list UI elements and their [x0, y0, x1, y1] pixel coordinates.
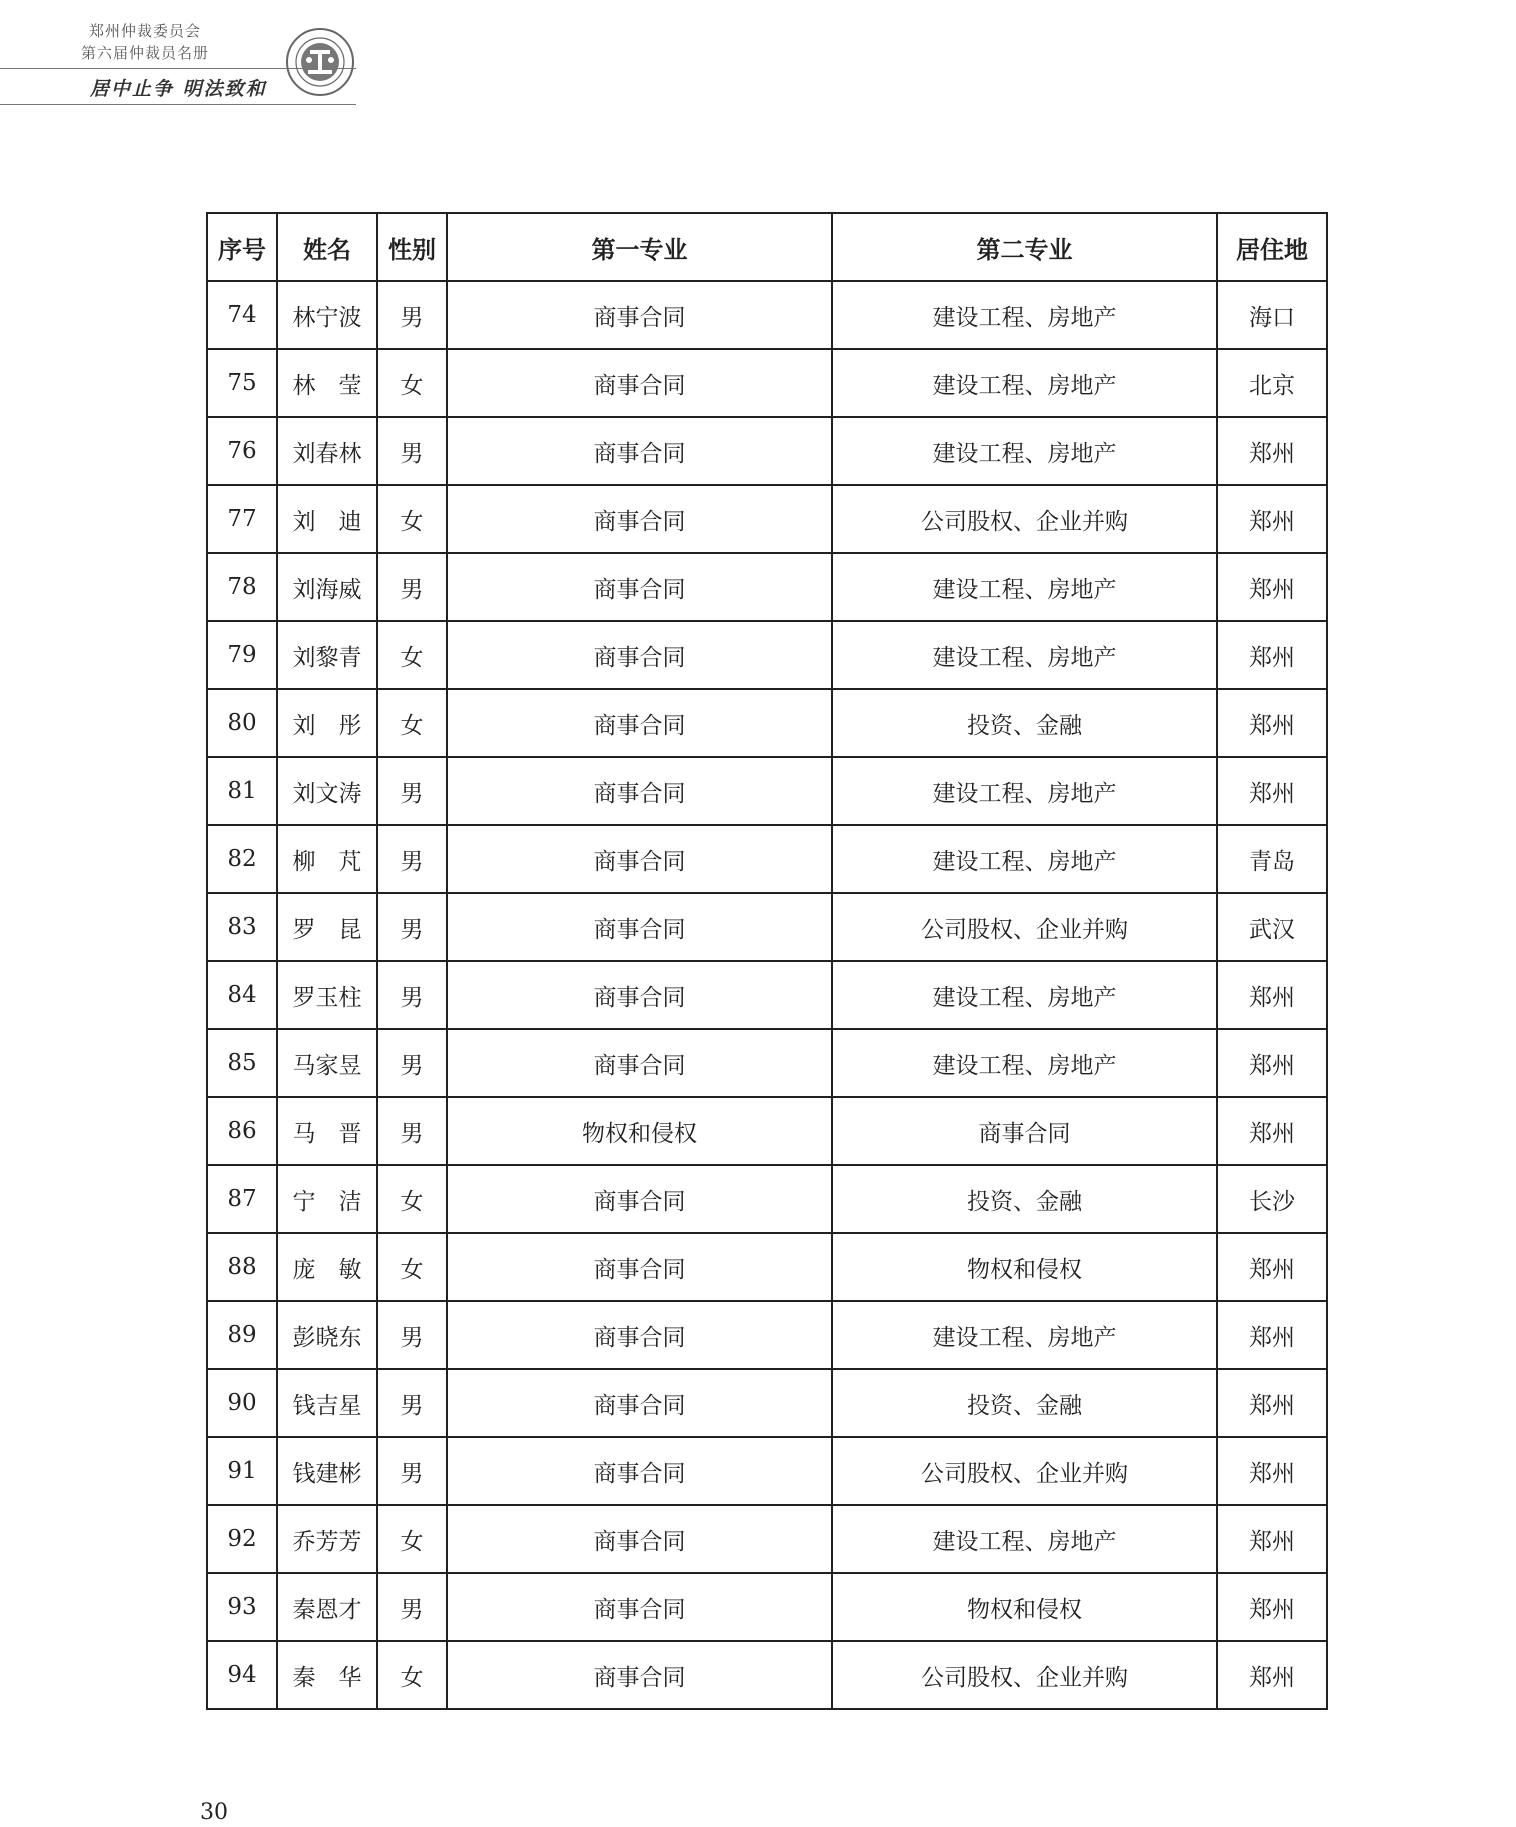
cell-major1: 商事合同: [447, 281, 832, 349]
cell-city: 郑州: [1217, 621, 1327, 689]
cell-major2: 商事合同: [832, 1097, 1217, 1165]
cell-major1: 商事合同: [447, 1641, 832, 1709]
cell-city: 长沙: [1217, 1165, 1327, 1233]
cell-sex: 女: [377, 1165, 447, 1233]
cell-major1: 商事合同: [447, 1505, 832, 1573]
cell-no: 92: [207, 1505, 277, 1573]
cell-major1: 物权和侵权: [447, 1097, 832, 1165]
motto: 居中止争 明法致和: [90, 78, 267, 100]
cell-no: 80: [207, 689, 277, 757]
booklet-title: 第六届仲裁员名册: [80, 44, 209, 62]
table-row: [207, 1029, 1327, 1097]
cell-major1: 商事合同: [447, 689, 832, 757]
table-row: [207, 689, 1327, 757]
cell-name: 刘春林: [277, 417, 377, 485]
cell-major2: 物权和侵权: [832, 1233, 1217, 1301]
cell-sex: 女: [377, 1505, 447, 1573]
cell-name: 罗玉柱: [277, 961, 377, 1029]
cell-sex: 男: [377, 825, 447, 893]
col-header-name: 姓名: [277, 213, 377, 281]
cell-major1: 商事合同: [447, 417, 832, 485]
cell-name: 钱建彬: [277, 1437, 377, 1505]
cell-no: 76: [207, 417, 277, 485]
cell-major2: 公司股权、企业并购: [832, 1641, 1217, 1709]
col-header-sex: 性别: [377, 213, 447, 281]
cell-name: 刘 彤: [277, 689, 377, 757]
cell-no: 77: [207, 485, 277, 553]
cell-city: 郑州: [1217, 553, 1327, 621]
cell-name: 刘黎青: [277, 621, 377, 689]
cell-city: 郑州: [1217, 1641, 1327, 1709]
cell-sex: 男: [377, 757, 447, 825]
cell-major1: 商事合同: [447, 961, 832, 1029]
cell-city: 郑州: [1217, 485, 1327, 553]
cell-name: 林 莹: [277, 349, 377, 417]
cell-major2: 建设工程、房地产: [832, 281, 1217, 349]
cell-major1: 商事合同: [447, 825, 832, 893]
table-row: [207, 553, 1327, 621]
table-row: [207, 1369, 1327, 1437]
table-row: [207, 1505, 1327, 1573]
cell-major1: 商事合同: [447, 621, 832, 689]
cell-no: 78: [207, 553, 277, 621]
cell-city: 郑州: [1217, 1029, 1327, 1097]
cell-city: 郑州: [1217, 1369, 1327, 1437]
table-row: [207, 349, 1327, 417]
cell-city: 郑州: [1217, 1233, 1327, 1301]
cell-no: 93: [207, 1573, 277, 1641]
cell-no: 86: [207, 1097, 277, 1165]
cell-city: 郑州: [1217, 417, 1327, 485]
cell-no: 82: [207, 825, 277, 893]
cell-city: 郑州: [1217, 1097, 1327, 1165]
cell-sex: 男: [377, 1301, 447, 1369]
cell-name: 林宁波: [277, 281, 377, 349]
cell-sex: 女: [377, 1641, 447, 1709]
table-row: [207, 1437, 1327, 1505]
cell-city: 郑州: [1217, 689, 1327, 757]
cell-major2: 投资、金融: [832, 1369, 1217, 1437]
cell-city: 海口: [1217, 281, 1327, 349]
cell-sex: 男: [377, 417, 447, 485]
table-row: [207, 1233, 1327, 1301]
cell-major1: 商事合同: [447, 485, 832, 553]
table-row: [207, 621, 1327, 689]
cell-city: 武汉: [1217, 893, 1327, 961]
cell-major2: 建设工程、房地产: [832, 1029, 1217, 1097]
cell-no: 94: [207, 1641, 277, 1709]
table-row: [207, 825, 1327, 893]
cell-no: 83: [207, 893, 277, 961]
cell-major2: 建设工程、房地产: [832, 417, 1217, 485]
cell-name: 庞 敏: [277, 1233, 377, 1301]
col-header-major1: 第一专业: [447, 213, 832, 281]
cell-sex: 男: [377, 1369, 447, 1437]
cell-no: 84: [207, 961, 277, 1029]
cell-major1: 商事合同: [447, 1029, 832, 1097]
cell-name: 马 晋: [277, 1097, 377, 1165]
cell-major2: 建设工程、房地产: [832, 961, 1217, 1029]
cell-major2: 建设工程、房地产: [832, 553, 1217, 621]
cell-sex: 女: [377, 1233, 447, 1301]
cell-major1: 商事合同: [447, 893, 832, 961]
table-row: [207, 757, 1327, 825]
cell-city: 青岛: [1217, 825, 1327, 893]
cell-sex: 男: [377, 893, 447, 961]
cell-major2: 建设工程、房地产: [832, 825, 1217, 893]
table-row: [207, 1097, 1327, 1165]
cell-city: 郑州: [1217, 1573, 1327, 1641]
table-row: [207, 281, 1327, 349]
cell-major1: 商事合同: [447, 553, 832, 621]
cell-name: 秦恩才: [277, 1573, 377, 1641]
cell-sex: 女: [377, 689, 447, 757]
table-row: [207, 1301, 1327, 1369]
cell-name: 柳 芃: [277, 825, 377, 893]
cell-name: 刘海威: [277, 553, 377, 621]
cell-city: 郑州: [1217, 757, 1327, 825]
cell-sex: 男: [377, 961, 447, 1029]
cell-name: 彭晓东: [277, 1301, 377, 1369]
cell-no: 81: [207, 757, 277, 825]
cell-city: 郑州: [1217, 1301, 1327, 1369]
cell-name: 宁 洁: [277, 1165, 377, 1233]
cell-sex: 男: [377, 1437, 447, 1505]
cell-sex: 男: [377, 1029, 447, 1097]
table-row: [207, 1641, 1327, 1709]
table-row: [207, 417, 1327, 485]
cell-name: 钱吉星: [277, 1369, 377, 1437]
cell-sex: 男: [377, 553, 447, 621]
cell-name: 乔芳芳: [277, 1505, 377, 1573]
arbitrator-roster-table: [206, 212, 1328, 1710]
cell-major1: 商事合同: [447, 1233, 832, 1301]
cell-city: 北京: [1217, 349, 1327, 417]
cell-major1: 商事合同: [447, 1165, 832, 1233]
cell-no: 85: [207, 1029, 277, 1097]
cell-major1: 商事合同: [447, 349, 832, 417]
cell-no: 91: [207, 1437, 277, 1505]
cell-major2: 建设工程、房地产: [832, 349, 1217, 417]
page-header: [0, 0, 356, 108]
cell-major2: 建设工程、房地产: [832, 1505, 1217, 1573]
cell-major1: 商事合同: [447, 1301, 832, 1369]
table-row: [207, 1573, 1327, 1641]
table-row: [207, 485, 1327, 553]
cell-major1: 商事合同: [447, 1369, 832, 1437]
cell-city: 郑州: [1217, 1437, 1327, 1505]
cell-major2: 公司股权、企业并购: [832, 893, 1217, 961]
cell-no: 79: [207, 621, 277, 689]
cell-sex: 男: [377, 281, 447, 349]
cell-sex: 女: [377, 621, 447, 689]
cell-major2: 建设工程、房地产: [832, 621, 1217, 689]
cell-no: 74: [207, 281, 277, 349]
cell-major2: 公司股权、企业并购: [832, 1437, 1217, 1505]
cell-major2: 建设工程、房地产: [832, 757, 1217, 825]
cell-major2: 建设工程、房地产: [832, 1301, 1217, 1369]
cell-name: 罗 昆: [277, 893, 377, 961]
cell-major2: 投资、金融: [832, 1165, 1217, 1233]
cell-no: 88: [207, 1233, 277, 1301]
col-header-no: 序号: [207, 213, 277, 281]
header-rule-bottom: [0, 104, 356, 105]
cell-name: 刘文涛: [277, 757, 377, 825]
page-number: 30: [200, 1800, 228, 1825]
col-header-major2: 第二专业: [832, 213, 1217, 281]
cell-name: 秦 华: [277, 1641, 377, 1709]
cell-name: 马家昱: [277, 1029, 377, 1097]
cell-no: 87: [207, 1165, 277, 1233]
cell-no: 90: [207, 1369, 277, 1437]
table-row: [207, 1165, 1327, 1233]
cell-major2: 公司股权、企业并购: [832, 485, 1217, 553]
cell-city: 郑州: [1217, 1505, 1327, 1573]
col-header-city: 居住地: [1217, 213, 1327, 281]
cell-major2: 物权和侵权: [832, 1573, 1217, 1641]
org-name: 郑州仲裁委员会: [88, 22, 201, 40]
arbitration-commission-seal-icon: [284, 26, 356, 98]
table-header-row: [207, 213, 1327, 281]
table-row: [207, 961, 1327, 1029]
cell-major1: 商事合同: [447, 1573, 832, 1641]
cell-sex: 女: [377, 485, 447, 553]
cell-no: 75: [207, 349, 277, 417]
cell-sex: 男: [377, 1097, 447, 1165]
cell-no: 89: [207, 1301, 277, 1369]
cell-major2: 投资、金融: [832, 689, 1217, 757]
cell-name: 刘 迪: [277, 485, 377, 553]
cell-sex: 男: [377, 1573, 447, 1641]
cell-major1: 商事合同: [447, 1437, 832, 1505]
cell-major1: 商事合同: [447, 757, 832, 825]
table-row: [207, 893, 1327, 961]
cell-sex: 女: [377, 349, 447, 417]
cell-city: 郑州: [1217, 961, 1327, 1029]
